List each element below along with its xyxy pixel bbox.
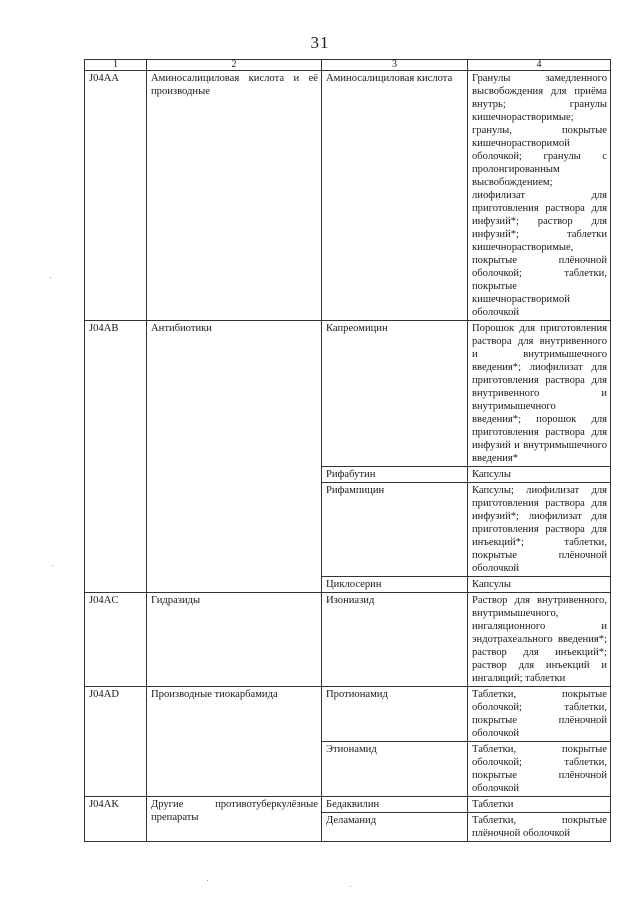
scan-speck	[52, 565, 53, 566]
dosage-forms-cell: Капсулы; лиофилизат для приготовления раствора для инфузий*; лиофилизат для приготовления раствора для инъекций*; таблетки, покрытые плёночной оболочкой	[468, 483, 611, 577]
dosage-forms-cell: Таблетки	[468, 797, 611, 813]
scan-speck	[50, 277, 51, 278]
atc-code-cell: J04AC	[85, 593, 147, 687]
drug-name-cell: Рифампицин	[322, 483, 468, 577]
dosage-forms-cell: Таблетки, покрытые плёночной оболочкой	[468, 813, 611, 842]
dosage-forms-cell: Порошок для приготовления раствора для внутривенного и внутримышечного введения*; лиофилизат для приготовления раствора для внутривенного и внутримышечного введения*; порошок для приготовления раствора для инфузий и внутримышечного введения*	[468, 321, 611, 467]
table-row	[85, 797, 611, 813]
scan-speck	[207, 880, 208, 881]
dosage-forms-cell: Таблетки, покрытые оболочкой; таблетки, покрытые плёночной оболочкой	[468, 687, 611, 742]
scan-speck	[350, 886, 351, 887]
table-row	[85, 71, 611, 321]
drug-name-cell: Циклосерин	[322, 577, 468, 593]
dosage-forms-cell: Капсулы	[468, 467, 611, 483]
column-header-1: 1	[85, 60, 147, 71]
table-row	[85, 321, 611, 467]
drug-table	[84, 59, 611, 842]
dosage-forms-cell: Гранулы замедленного высвобождения для приёма внутрь; гранулы кишечнорастворимые; гранулы, покрытые кишечнорастворимой оболочкой; гранулы с пролонгированным высвобождением; лиофилизат для приготовления раствора для инфузий*; раствор для инфузий*; таблетки кишечнорастворимые, покрытые плёночной оболочкой; таблетки, покрытые кишечнорастворимой оболочкой	[468, 71, 611, 321]
group-name-cell: Производные тиокарбамида	[147, 687, 322, 797]
drug-name-cell: Капреомицин	[322, 321, 468, 467]
dosage-forms-cell: Капсулы	[468, 577, 611, 593]
table-row	[85, 593, 611, 687]
dosage-forms-cell: Таблетки, покрытые оболочкой; таблетки, покрытые плёночной оболочкой	[468, 742, 611, 797]
atc-code-cell: J04AK	[85, 797, 147, 842]
column-header-2: 2	[147, 60, 322, 71]
drug-name-cell: Аминосалициловая кислота	[322, 71, 468, 321]
group-name-cell: Антибиотики	[147, 321, 322, 593]
table-header-row	[85, 60, 611, 71]
drug-name-cell: Рифабутин	[322, 467, 468, 483]
page-number: 31	[310, 33, 330, 52]
drug-name-cell: Этионамид	[322, 742, 468, 797]
drug-name-cell: Изониазид	[322, 593, 468, 687]
group-name-cell: Аминосалициловая кислота и её производные	[147, 71, 322, 321]
column-header-4: 4	[468, 60, 611, 71]
atc-code-cell: J04AA	[85, 71, 147, 321]
drug-name-cell: Деламанид	[322, 813, 468, 842]
group-name-cell: Другие противотуберкулёзные препараты	[147, 797, 322, 842]
atc-code-cell: J04AD	[85, 687, 147, 797]
drug-name-cell: Протионамид	[322, 687, 468, 742]
atc-code-cell: J04AB	[85, 321, 147, 593]
column-header-3: 3	[322, 60, 468, 71]
table-row	[85, 687, 611, 742]
drug-name-cell: Бедаквилин	[322, 797, 468, 813]
dosage-forms-cell: Раствор для внутривенного, внутримышечного, ингаляционного и эндотрахеального введения*; раствор для инъекций*; раствор для инъекций и ингаляций; таблетки	[468, 593, 611, 687]
group-name-cell: Гидразиды	[147, 593, 322, 687]
